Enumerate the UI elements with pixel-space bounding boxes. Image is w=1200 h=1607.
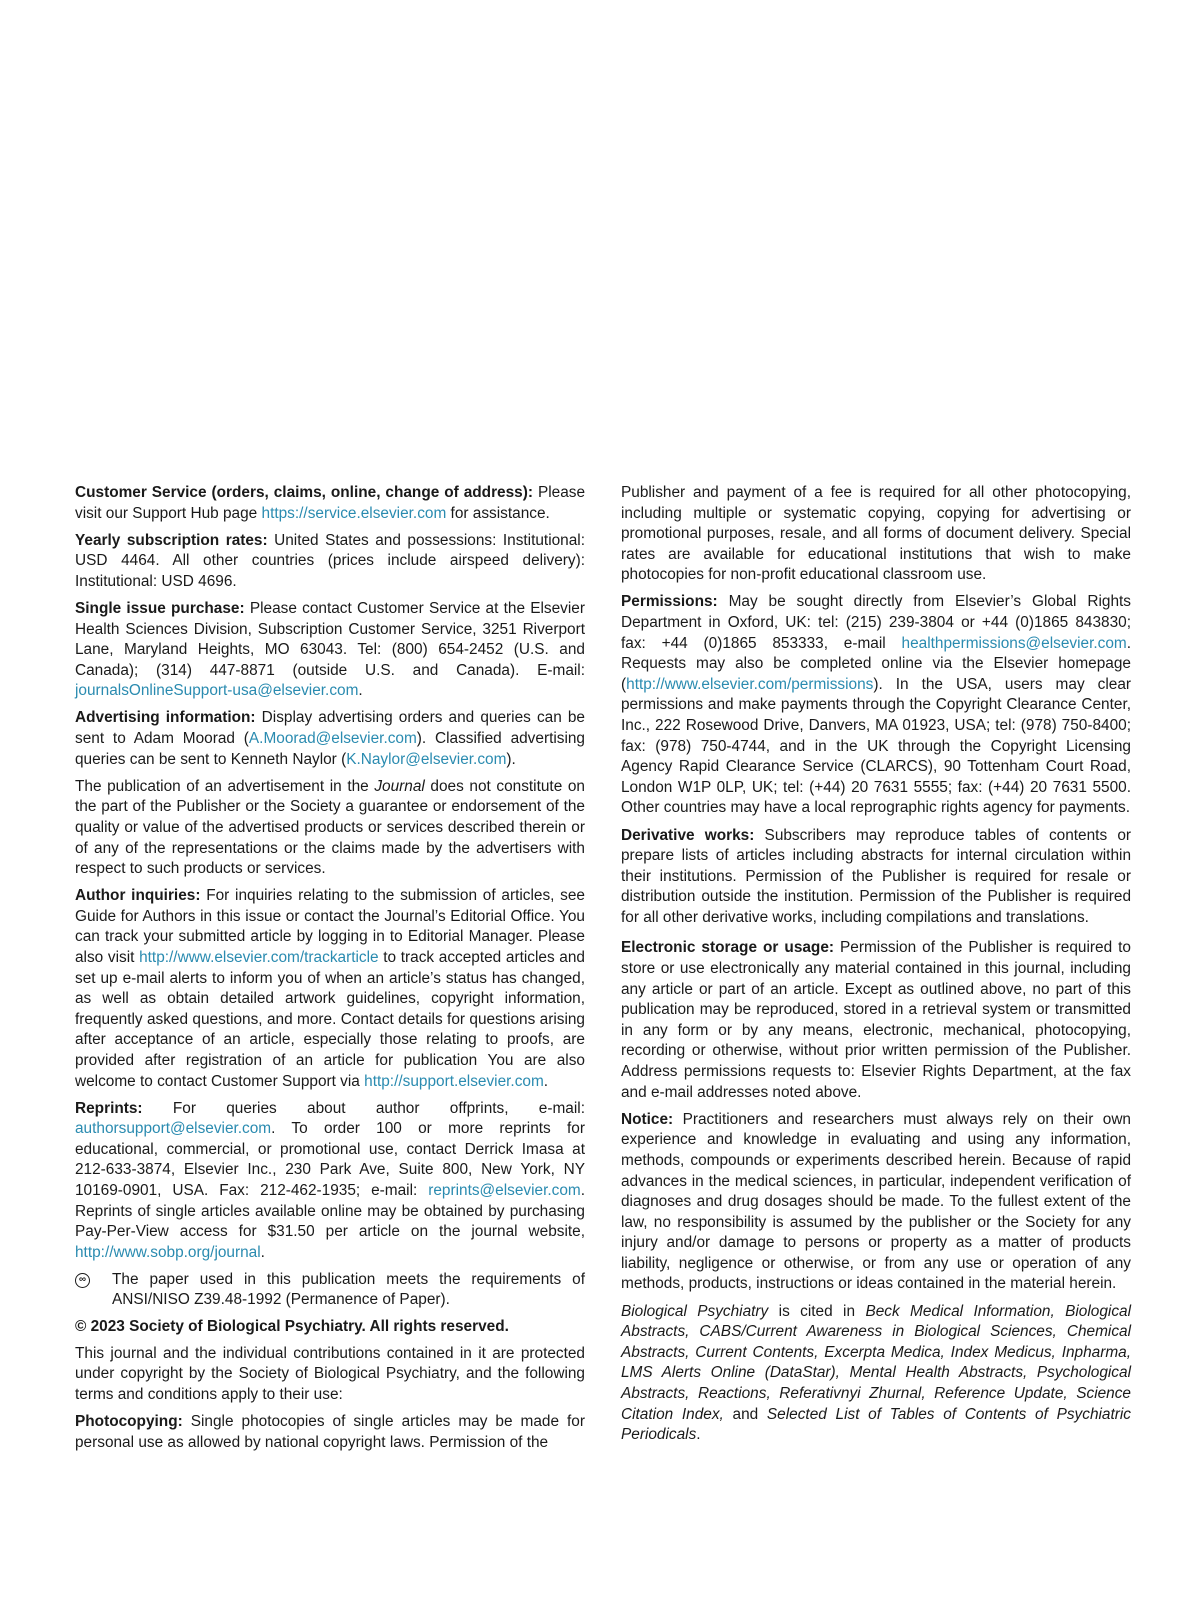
paper-permanence-note: ∞ The paper used in this publication meets the requirements of ANSI/NISO Z39.48-1992 (Permanence of Paper). [75, 1270, 585, 1311]
notice-paragraph: Notice: Practitioners and researchers must always rely on their own experience and knowledge in evaluating and using any information, methods, compounds or experiments described herein. Because of rapid advances in the medical sciences, in particular, independent verification of diagnoses and drug dosages should be made. To the fullest extent of the law, no responsibility is assumed by the publisher or the Society for any injury and/or damage to persons or property as a matter of products liability, negligence or otherwise, or from any use or operation of any methods, products, instructions or ideas contained in the material herein. [621, 1110, 1131, 1293]
advertising-paragraph: Advertising information: Display advertising orders and queries can be sent to Adam Moorad (A.Moorad@elsevier.com). Classified advertising queries can be sent to Kenneth Naylor (K.Naylor@elsevier.com). [75, 709, 585, 768]
author-inquiries-label: Author inquiries: [75, 887, 201, 905]
derivative-works-paragraph: Derivative works: Subscribers may reproduce tables of contents or prepare lists of articles including abstracts for internal circulation within their institutions. Permission of the Publisher is required for resale or distribution outside the institution. Permission of the Publisher is required for all other derivative works, including compilations and translations. [621, 826, 1132, 926]
journal-name: Biological Psychiatry [621, 1302, 769, 1320]
support-link[interactable]: http://support.elsevier.com [364, 1072, 544, 1090]
electronic-storage-paragraph: Electronic storage or usage: Permission of the Publisher is required to store or use electronically any material contained in this journal, including any article or part of an article. Except as outlined above, no part of this publication may be reproduced, stored in a retrieval system or transmitted in any form or by any means, electronic, mechanical, photocopying, recording or otherwise, without prior written permission of the Publisher. Address permissions requests to: Elsevier Rights Department, at the fax and e-mail addresses noted above. [621, 939, 1131, 1101]
ad-disclaimer-paragraph: The publication of an advertisement in the Journal does not constitute on the part of the Publisher or the Society a guarantee or endorsement of the quality or value of the advertised products or services described therein or of any of the representations or the claims made by the advertisers with respect to such products or services. [75, 777, 585, 878]
authorsupport-email-link[interactable]: authorsupport@elsevier.com [75, 1120, 272, 1138]
naylor-email-link[interactable]: K.Naylor@elsevier.com [346, 750, 507, 768]
notice-label: Notice: [621, 1110, 674, 1128]
single-issue-paragraph: Single issue purchase: Please contact Customer Service at the Elsevier Health Sciences Division, Subscription Customer Service, 3251 Riverport Lane, Maryland Heights, MO 63043. Tel: (800) 654-2452 (U.S. and Canada); (314) 447-8871 (outside U.S. and Canada). E-mail: journalsOnlineSupport-usa@elsevier.com. [75, 599, 585, 700]
copyright-protection-paragraph: This journal and the individual contributions contained in it are protected under copyright by the Society of Biological Psychiatry, and the following terms and conditions apply to their use: [75, 1344, 585, 1403]
subscription-label: Yearly subscription rates: [75, 531, 268, 549]
copyright-line: © 2023 Society of Biological Psychiatry. All rights reserved. [75, 1318, 509, 1336]
customer-service-label: Customer Service (orders, claims, online, change of address): [75, 484, 533, 501]
reprints-email-link[interactable]: reprints@elsevier.com [428, 1182, 581, 1199]
journals-support-email-link[interactable]: journalsOnlineSupport-usa@elsevier.com [75, 682, 359, 700]
cited-in-paragraph: Biological Psychiatry is cited in Beck Medical Information, Biological Abstracts, CABS/Current Awareness in Biological Sciences, Chemical Abstracts, Current Contents, Excerpta Medica, Index Medicus, Inpharma, LMS Alerts Online (DataStar), Mental Health Abstracts, Psychological Abstracts, Reactions, Referativnyi Zhurnal, Reference Update, Science Citation Index, and Selected List of Tables of Contents of Psychiatric Periodicals. [621, 1302, 1131, 1444]
photocopying-label: Photocopying: [75, 1412, 183, 1430]
index-last: Selected List of Tables of Contents of Psychiatric Periodicals [621, 1405, 1131, 1444]
electronic-storage-label: Electronic storage or usage: [621, 939, 835, 957]
moorad-email-link[interactable]: A.Moorad@elsevier.com [248, 730, 417, 748]
single-issue-label: Single issue purchase: [75, 599, 245, 617]
index-list: Beck Medical Information, Biological Abstracts, CABS/Current Awareness in Biological Sciences, Chemical Abstracts, Current Contents, Excerpta Medica, Index Medicus, Inpharma, LMS Alerts Online (DataStar), Mental Health Abstracts, Psychological Abstracts, Reactions, Referativnyi Zhurnal, Reference Update, Science Citation Index, [621, 1302, 1131, 1423]
reprints-label: Reprints: [75, 1099, 143, 1117]
sobp-journal-link[interactable]: http://www.sobp.org/journal [75, 1243, 261, 1261]
trackarticle-link[interactable]: http://www.elsevier.com/trackarticle [139, 948, 379, 966]
infinity-icon: ∞ [75, 1273, 90, 1288]
subscription-paragraph: Yearly subscription rates: United States and possessions: Institutional: USD 4464. All other countries (prices include airspeed delivery): Institutional: USD 4696. [75, 531, 585, 590]
permissions-label: Permissions: [621, 593, 718, 611]
left-column [75, 483, 585, 1460]
elsevier-permissions-link[interactable]: http://www.elsevier.com/permissions [626, 675, 874, 693]
photocopying-paragraph: Photocopying: Single photocopies of single articles may be made for personal use as allowed by national copyright laws. Permission of the [75, 1412, 585, 1451]
reprints-paragraph: Reprints: For queries about author offprints, e-mail: authorsupport@elsevier.com. To order 100 or more reprints for educational, commercial, or promotional use, contact Derrick Imasa at 212-633-3874, Elsevier Inc., 230 Park Ave, Suite 800, New York, NY 10169-0901, USA. Fax: 212-462-1935; e-mail: reprints@elsevier.com. Reprints of single articles available online may be obtained by purchasing Pay-Per-View access for $31.50 per article on the journal website, http://www.sobp.org/journal. [75, 1099, 585, 1261]
photocopying-continued-paragraph: Publisher and payment of a fee is required for all other photocopying, including multiple or systematic copying, copying for advertising or promotional purposes, resale, and all forms of document delivery. Special rates are available for educational institutions that wish to make photocopies for non-profit educational classroom use. [621, 484, 1131, 584]
healthpermissions-email-link[interactable]: healthpermissions@elsevier.com [901, 634, 1127, 652]
derivative-works-label: Derivative works: [621, 826, 755, 844]
author-inquiries-paragraph: Author inquiries: For inquiries relating to the submission of articles, see Guide for Authors in this issue or contact the Journal’s Editorial Office. You can track your submitted article by logging in to Editorial Manager. Please also visit http://www.elsevier.com/trackarticle to track accepted articles and set up e-mail alerts to inform you of when an article’s status has changed, as well as obtain detailed artwork guidelines, copyright information, frequently asked questions, and more. Contact details for questions arising after acceptance of an article, especially those relating to proofs, are provided after registration of an article for publication You are also welcome to contact Customer Support via http://support.elsevier.com. [75, 887, 585, 1090]
support-hub-link[interactable]: https://service.elsevier.com [261, 504, 447, 522]
right-column [621, 483, 1131, 1452]
permissions-paragraph: Permissions: May be sought directly from Elsevier’s Global Rights Department in Oxford, UK: tel: (215) 239-3804 or +44 (0)1865 843830; fax: +44 (0)1865 853333, e-mail healthpermissions@elsevier.com. Requests may also be completed online via the Elsevier homepage (http://www.elsevier.com/permissions). In the USA, users may clear permissions and make payments through the Copyright Clearance Center, Inc., 222 Rosewood Drive, Danvers, MA 01923, USA; tel: (978) 750-8400; fax: (978) 750-4744, and in the UK through the Copyright Licensing Agency Rapid Clearance Service (CLARCS), 90 Tottenham Court Road, London W1P 0LP, UK; tel: (+44) 20 7631 5555; fax: (+44) 20 7631 5500. Other countries may have a local reprographic rights agency for payments. [621, 593, 1131, 817]
advertising-label: Advertising information: [75, 709, 256, 727]
customer-service-paragraph: Customer Service (orders, claims, online, change of address): Please visit our Support Hub page https://service.elsevier.com for assistance. [75, 484, 586, 522]
